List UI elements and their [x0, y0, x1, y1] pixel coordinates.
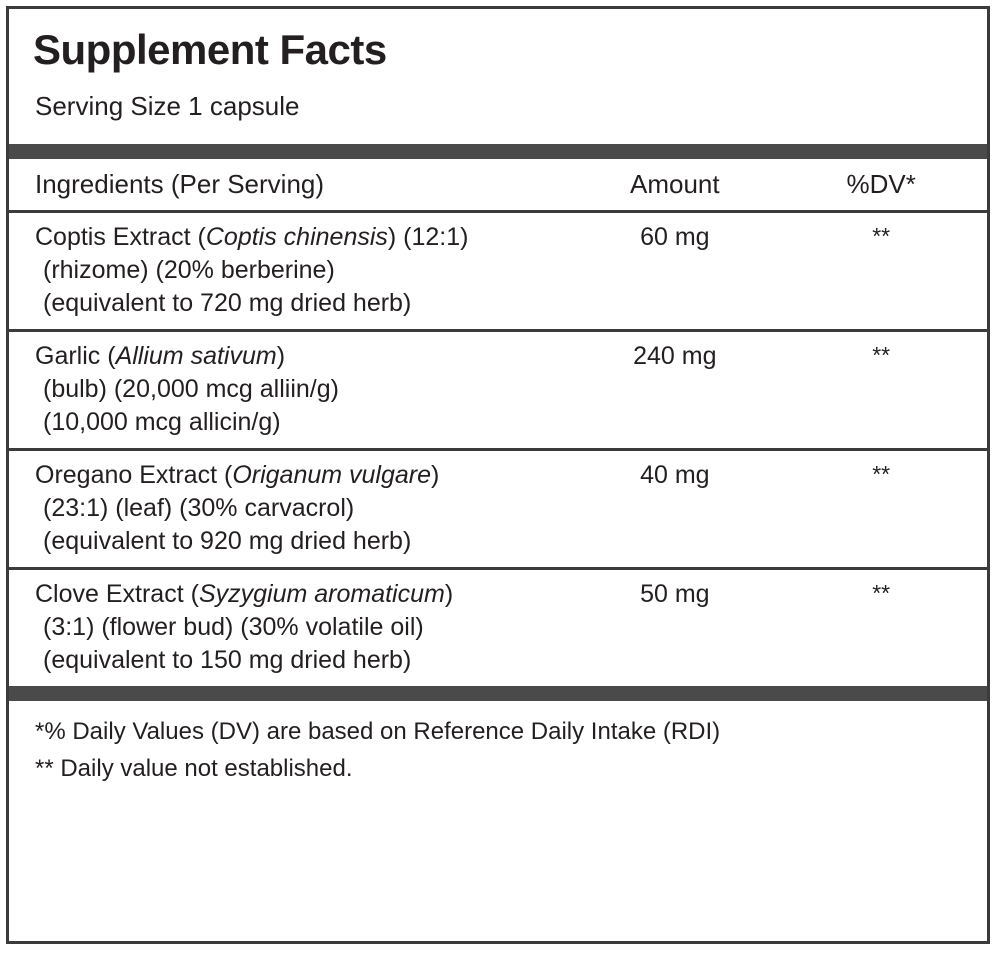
- ingredient-name-cell: [9, 212, 576, 331]
- ingredient-name-latin: Coptis chinensis: [205, 223, 388, 252]
- footnote-daily-values: *% Daily Values (DV) are based on Reference Daily Intake (RDI): [35, 718, 721, 746]
- ingredient-name-pre: Clove Extract (: [35, 580, 199, 609]
- ingredient-name-cell: [9, 450, 576, 569]
- table-row: [9, 450, 987, 569]
- ingredient-detail-2: (10,000 mcg allicin/g): [43, 408, 281, 437]
- ingredient-name-post: ): [444, 580, 454, 609]
- column-header-amount: Amount: [576, 159, 791, 212]
- ingredient-name-post: ): [276, 342, 286, 371]
- ingredient-detail-2: (equivalent to 150 mg dried herb): [43, 646, 412, 675]
- footnotes: [9, 701, 987, 787]
- ingredient-detail-2: (equivalent to 920 mg dried herb): [43, 527, 412, 556]
- ingredient-detail-1: (rhizome) (20% berberine): [43, 256, 335, 285]
- table-row: [9, 569, 987, 687]
- supplement-facts-panel: [6, 6, 990, 944]
- ingredient-daily-value: **: [791, 450, 987, 569]
- ingredient-detail-1: (23:1) (leaf) (30% carvacrol): [43, 494, 355, 523]
- page-title: Supplement Facts: [33, 26, 387, 73]
- table-row: [9, 331, 987, 450]
- table-header-row: [9, 159, 987, 212]
- column-header-ingredients: Ingredients (Per Serving): [9, 159, 576, 212]
- ingredient-name-cell: [9, 569, 576, 687]
- ingredient-name-post: ) (12:1): [387, 223, 469, 252]
- ingredient-daily-value: **: [791, 331, 987, 450]
- ingredient-amount: 40 mg: [576, 450, 791, 569]
- ingredient-name-latin: Syzygium aromaticum: [198, 580, 445, 609]
- ingredient-name-pre: Oregano Extract (: [35, 461, 233, 490]
- column-header-daily-value: %DV*: [791, 159, 987, 212]
- ingredient-name-latin: Allium sativum: [115, 342, 277, 371]
- ingredient-name-cell: [9, 331, 576, 450]
- divider-thick-top: [9, 144, 987, 159]
- ingredient-name-pre: Coptis Extract (: [35, 223, 206, 252]
- ingredient-name-pre: Garlic (: [35, 342, 116, 371]
- ingredient-amount: 50 mg: [640, 580, 710, 609]
- ingredient-daily-value: **: [791, 212, 987, 331]
- divider-thick-bottom: [9, 686, 987, 701]
- ingredient-detail-2: (equivalent to 720 mg dried herb): [43, 289, 412, 318]
- serving-size-text: Serving Size 1 capsule: [35, 91, 300, 122]
- ingredient-name-post: ): [431, 461, 440, 490]
- ingredient-detail-1: (bulb) (20,000 mcg alliin/g): [43, 375, 339, 404]
- ingredients-table: [9, 159, 987, 686]
- ingredient-daily-value: **: [872, 580, 891, 607]
- ingredient-name-latin: Origanum vulgare: [232, 461, 432, 490]
- ingredient-amount: 240 mg: [576, 331, 791, 450]
- ingredient-detail-1: (3:1) (flower bud) (30% volatile oil): [43, 613, 424, 642]
- table-row: [9, 212, 987, 331]
- footnote-not-established: ** Daily value not established.: [35, 755, 353, 783]
- ingredient-amount: 60 mg: [576, 212, 791, 331]
